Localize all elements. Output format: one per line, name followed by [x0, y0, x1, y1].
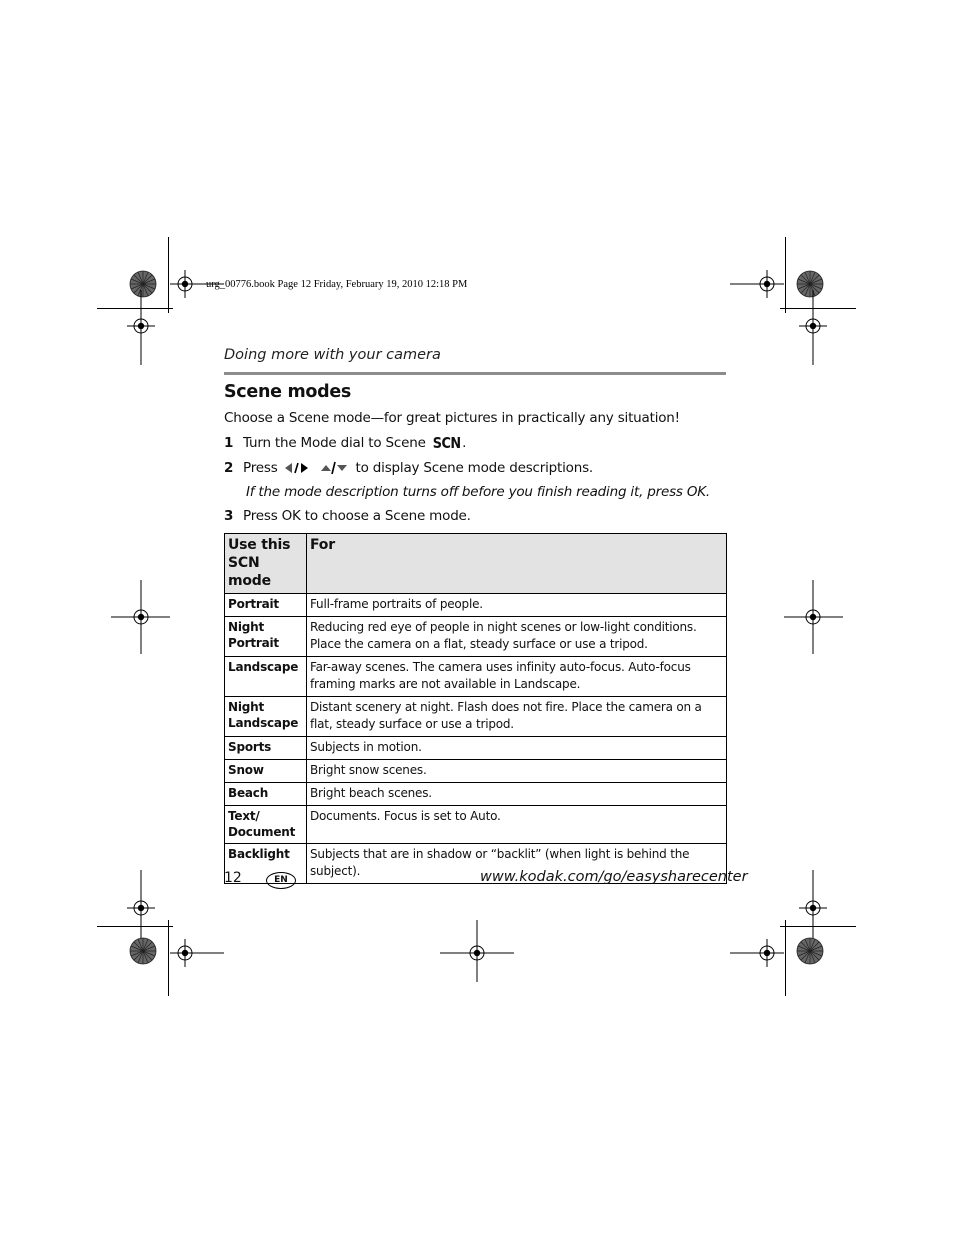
mode-description: Full-frame portraits of people. — [307, 594, 727, 617]
header-rule — [224, 372, 726, 375]
table-header-row — [225, 534, 727, 594]
mode-name: Night Portrait — [225, 617, 307, 657]
mode-description: Reducing red eye of people in night scenes or low-light conditions. Place the camera on a flat, steady surface or use a tripod. — [307, 617, 727, 657]
mode-name: Backlight — [225, 844, 307, 884]
table-row — [225, 617, 727, 657]
step-text: Turn the Mode dial to Scene — [243, 435, 426, 451]
step-text: Press OK to choose a Scene mode. — [243, 508, 471, 524]
table-row — [225, 806, 727, 844]
step-number: 2 — [224, 460, 234, 476]
mode-description: Bright beach scenes. — [307, 783, 727, 806]
mode-name: Night Landscape — [225, 697, 307, 737]
language-badge: EN — [266, 872, 296, 889]
table-row — [225, 657, 727, 697]
table-row — [225, 737, 727, 760]
mode-description: Documents. Focus is set to Auto. — [307, 806, 727, 844]
step-2 — [224, 460, 593, 476]
mode-name: Landscape — [225, 657, 307, 697]
mode-name: Text/ Document — [225, 806, 307, 844]
mode-description: Far-away scenes. The camera uses infinity auto-focus. Auto-focus framing marks are not available in Landscape. — [307, 657, 727, 697]
section-title: Scene modes — [224, 382, 352, 402]
mode-description: Subjects that are in shadow or “backlit” (when light is behind the subject). — [307, 844, 727, 884]
mode-description: Bright snow scenes. — [307, 760, 727, 783]
step-text: Press — [243, 460, 278, 476]
column-header-for: For — [307, 534, 727, 594]
mode-name: Portrait — [225, 594, 307, 617]
left-right-up-down-arrows-icon — [284, 461, 354, 475]
table-row — [225, 594, 727, 617]
step-3 — [224, 508, 471, 524]
step-1 — [224, 434, 466, 452]
table-row — [225, 760, 727, 783]
print-slug: urg_00776.book Page 12 Friday, February 19, 2010 12:18 PM — [206, 279, 468, 290]
website-link[interactable]: www.kodak.com/go/easysharecenter — [480, 869, 748, 885]
mode-name: Snow — [225, 760, 307, 783]
step-note: If the mode description turns off before you finish reading it, press OK. — [246, 484, 711, 500]
mode-description: Subjects in motion. — [307, 737, 727, 760]
column-header-mode: Use this SCN mode — [225, 534, 307, 594]
table-row — [225, 783, 727, 806]
mode-description: Distant scenery at night. Flash does not fire. Place the camera on a flat, steady surface or use a tripod. — [307, 697, 727, 737]
scn-mode-icon: SCN — [432, 434, 461, 452]
table-row — [225, 697, 727, 737]
mode-name: Beach — [225, 783, 307, 806]
step-number: 1 — [224, 435, 234, 451]
intro-text: Choose a Scene mode—for great pictures in practically any situation! — [224, 410, 680, 426]
step-text-end: . — [462, 435, 467, 451]
page-number: 12 — [224, 870, 242, 886]
mode-name: Sports — [225, 737, 307, 760]
step-number: 3 — [224, 508, 234, 524]
scene-modes-table — [224, 533, 748, 885]
step-text-end: to display Scene mode descriptions. — [355, 460, 594, 476]
running-head: Doing more with your camera — [224, 347, 441, 363]
